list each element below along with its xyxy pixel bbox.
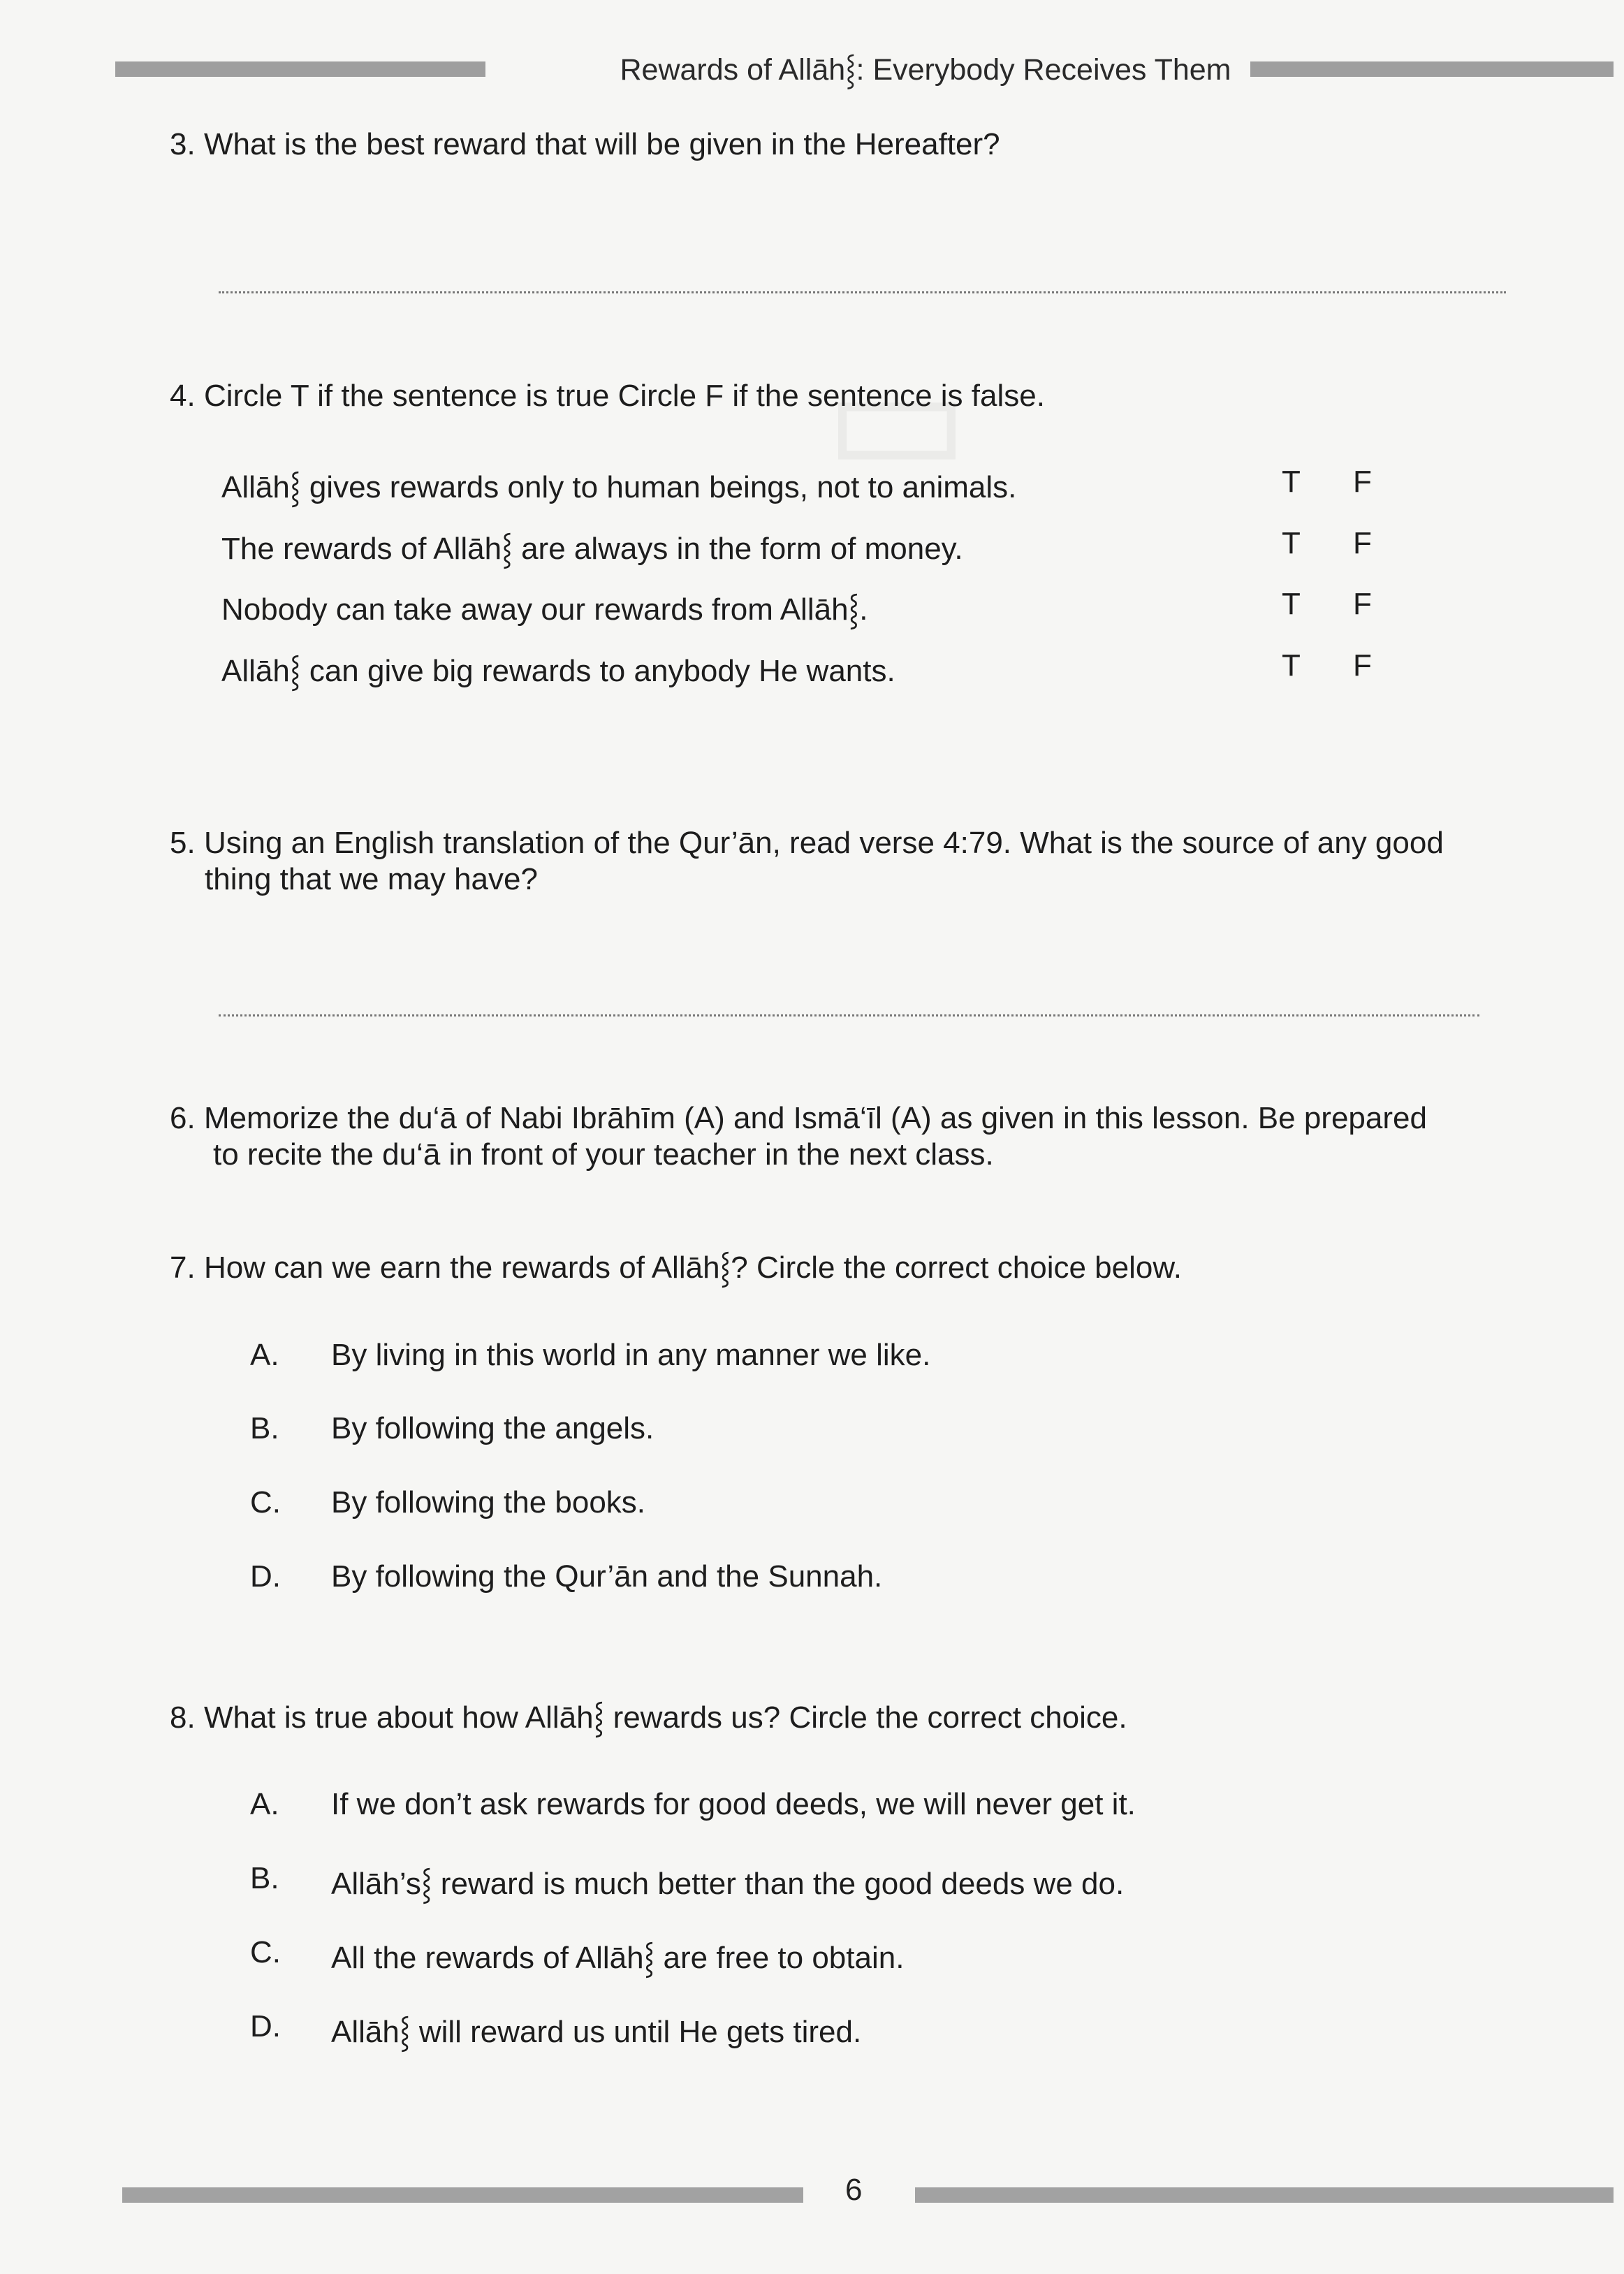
choice-text: If we don’t ask rewards for good deeds, we will never get it. bbox=[331, 1787, 1136, 1821]
question-5-continued bbox=[205, 861, 538, 898]
tf-statement: Allāh⸾ gives rewards only to human beings, not to animals. bbox=[221, 470, 1017, 504]
question-4 bbox=[170, 377, 1045, 415]
question-number: 7. bbox=[170, 1251, 196, 1285]
footer-bar-right bbox=[915, 2187, 1614, 2203]
choice-text: Allāh⸾ will reward us until He gets tired. bbox=[331, 2015, 862, 2049]
question-number: 8. bbox=[170, 1700, 196, 1735]
question-text-line-2: to recite the du‘ā in front of your teacher in the next class. bbox=[213, 1137, 994, 1172]
true-option[interactable]: T bbox=[1282, 648, 1301, 683]
choice-letter: A. bbox=[250, 1338, 279, 1372]
tf-statement: The rewards of Allāh⸾ are always in the form of money. bbox=[221, 532, 963, 566]
question-number: 6. bbox=[170, 1101, 196, 1135]
answer-line-q5[interactable] bbox=[219, 1014, 1479, 1016]
question-text: What is the best reward that will be given in the Hereafter? bbox=[203, 127, 1000, 161]
true-false-row bbox=[221, 587, 1395, 629]
tf-statement: Allāh⸾ can give big rewards to anybody He wants. bbox=[221, 654, 895, 688]
answer-line-q3[interactable] bbox=[219, 291, 1506, 293]
question-number: 4. bbox=[170, 379, 196, 413]
page-title: Rewards of Allāh⸾: Everybody Receives Them bbox=[620, 53, 1231, 87]
header-bar-right bbox=[1250, 61, 1614, 77]
question-text-line-2: thing that we may have? bbox=[205, 862, 538, 896]
question-5 bbox=[170, 824, 1444, 862]
choice-letter: A. bbox=[250, 1787, 279, 1821]
question-text: How can we earn the rewards of Allāh⸾? Circle the correct choice below. bbox=[203, 1251, 1182, 1285]
true-false-row bbox=[221, 465, 1395, 506]
question-number: 5. bbox=[170, 826, 196, 860]
header-bar-left bbox=[115, 61, 485, 77]
choice-text: By following the Qur’ān and the Sunnah. bbox=[331, 1559, 883, 1594]
choice-letter: C. bbox=[250, 1935, 281, 1969]
question-8 bbox=[170, 1699, 1127, 1737]
choice-text: By following the books. bbox=[331, 1485, 646, 1519]
page-number: 6 bbox=[845, 2173, 863, 2207]
question-7 bbox=[170, 1249, 1182, 1287]
question-text: Circle T if the sentence is true Circle F if the sentence is false. bbox=[203, 379, 1045, 413]
true-false-row bbox=[221, 648, 1395, 690]
choice-text: Allāh’s⸾ reward is much better than the good deeds we do. bbox=[331, 1867, 1125, 1901]
choice-letter: D. bbox=[250, 1559, 281, 1594]
page-footer bbox=[122, 2173, 1614, 2215]
tf-statement: Nobody can take away our rewards from Allāh⸾. bbox=[221, 592, 868, 627]
question-text-line-1: Memorize the du‘ā of Nabi Ibrāhīm (A) and Ismā‘īl (A) as given in this lesson. Be prepared bbox=[203, 1101, 1427, 1135]
page-header bbox=[115, 48, 1614, 87]
question-text: What is true about how Allāh⸾ rewards us? Circle the correct choice. bbox=[203, 1700, 1127, 1735]
true-option[interactable]: T bbox=[1282, 587, 1301, 621]
false-option[interactable]: F bbox=[1353, 648, 1372, 683]
footer-bar-left bbox=[122, 2187, 803, 2203]
question-number: 3. bbox=[170, 127, 196, 161]
question-3 bbox=[170, 126, 1000, 163]
choice-letter: B. bbox=[250, 1861, 279, 1895]
true-option[interactable]: T bbox=[1282, 465, 1301, 499]
choice-letter: D. bbox=[250, 2009, 281, 2043]
choice-text: By following the angels. bbox=[331, 1411, 654, 1445]
true-false-row bbox=[221, 526, 1395, 568]
choice-text: By living in this world in any manner we like. bbox=[331, 1338, 931, 1372]
true-option[interactable]: T bbox=[1282, 526, 1301, 560]
question-6 bbox=[170, 1100, 1427, 1137]
choice-letter: B. bbox=[250, 1411, 279, 1445]
false-option[interactable]: F bbox=[1353, 587, 1372, 621]
bleed-through-decoration: ▭ bbox=[824, 332, 970, 504]
false-option[interactable]: F bbox=[1353, 526, 1372, 560]
false-option[interactable]: F bbox=[1353, 465, 1372, 499]
question-text-line-1: Using an English translation of the Qur’ān, read verse 4:79. What is the source of any good bbox=[203, 826, 1444, 860]
choice-letter: C. bbox=[250, 1485, 281, 1519]
question-6-continued bbox=[213, 1136, 994, 1174]
choice-text: All the rewards of Allāh⸾ are free to obtain. bbox=[331, 1941, 905, 1975]
